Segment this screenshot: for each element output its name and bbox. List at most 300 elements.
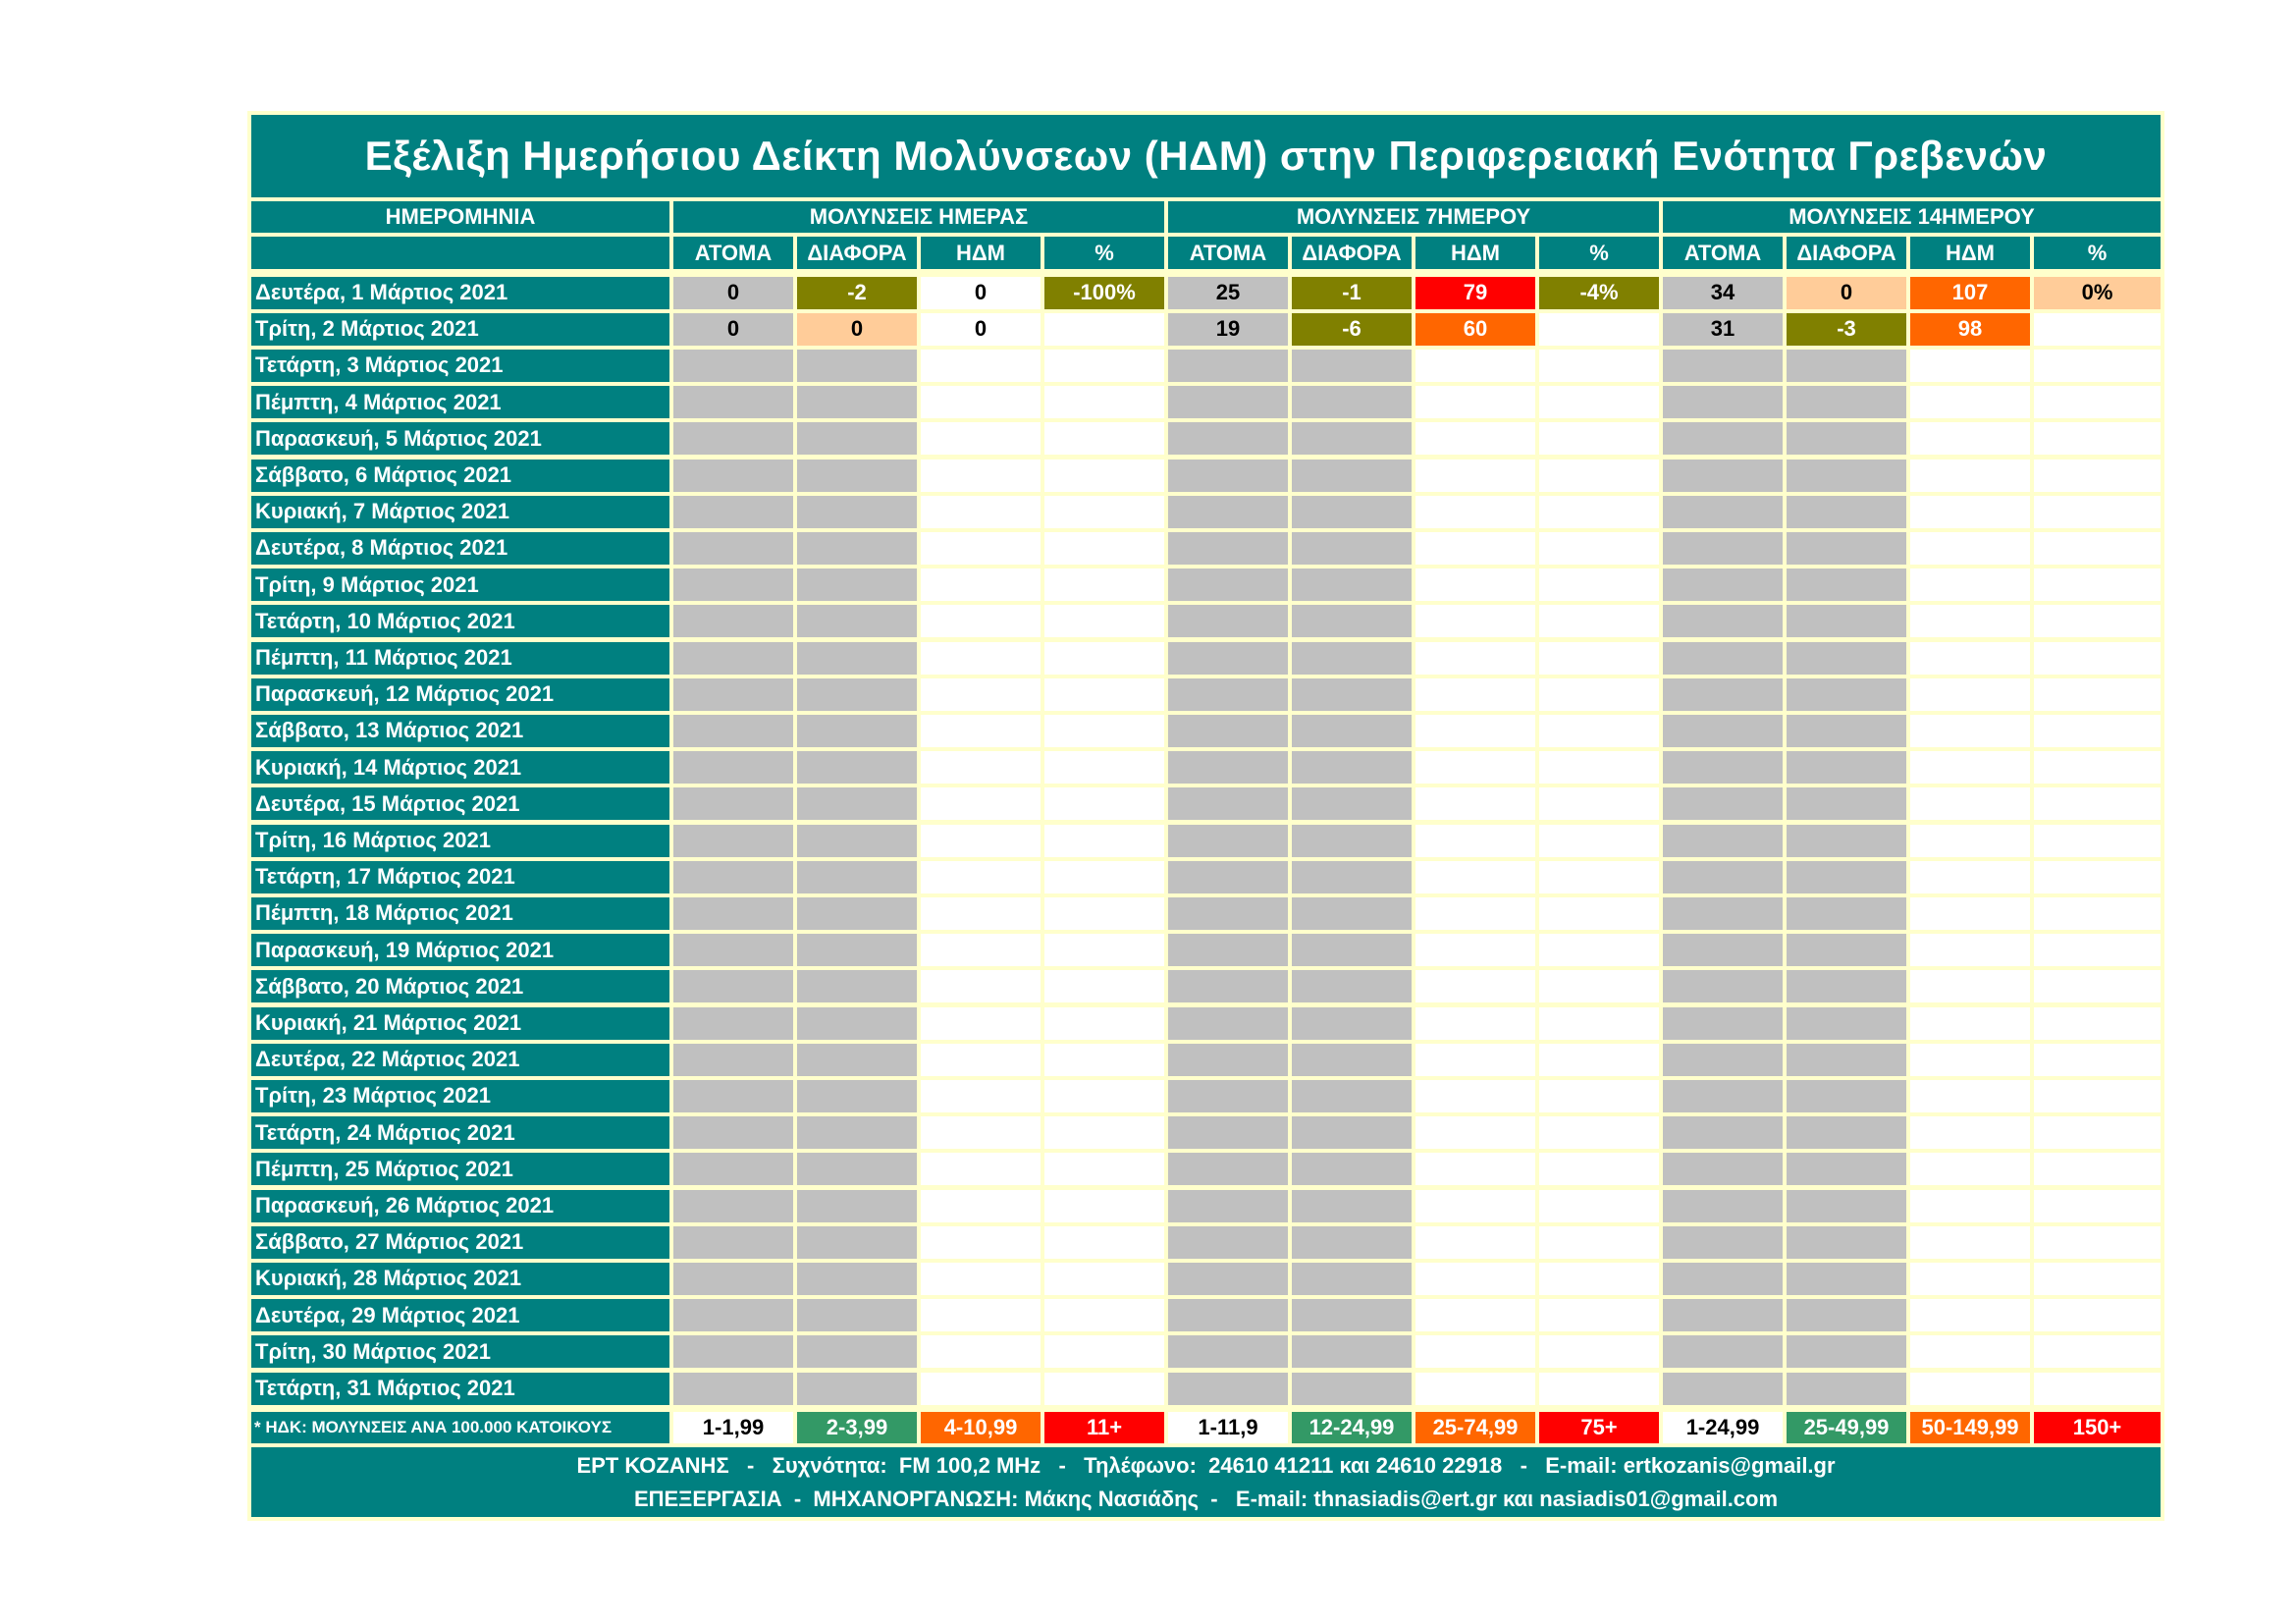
date-cell: Δευτέρα, 22 Μάρτιος 2021 xyxy=(251,1044,669,1076)
date-cell: Πέμπτη, 11 Μάρτιος 2021 xyxy=(251,642,669,675)
subcol-header: ΔΙΑΦΟΡΑ xyxy=(797,237,917,269)
date-cell: Τετάρτη, 31 Μάρτιος 2021 xyxy=(251,1373,669,1405)
data-cell xyxy=(2034,350,2161,382)
data-cell xyxy=(1415,751,1535,784)
date-cell: Πέμπτη, 18 Μάρτιος 2021 xyxy=(251,897,669,930)
data-cell xyxy=(1663,751,1783,784)
data-cell xyxy=(2034,1335,2161,1368)
data-cell xyxy=(1415,642,1535,675)
data-cell xyxy=(1787,1226,1906,1259)
legend-item: 25-74,99 xyxy=(1415,1412,1535,1443)
data-cell xyxy=(797,861,917,893)
data-cell xyxy=(2034,715,2161,747)
subcol-header: ΔΙΑΦΟΡΑ xyxy=(1292,237,1412,269)
data-cell xyxy=(2034,496,2161,528)
data-cell xyxy=(921,1007,1041,1040)
data-cell xyxy=(797,605,917,637)
data-cell xyxy=(921,1263,1041,1295)
date-cell: Κυριακή, 7 Μάρτιος 2021 xyxy=(251,496,669,528)
data-cell xyxy=(1787,970,1906,1002)
data-cell xyxy=(1910,897,2030,930)
date-cell: Τρίτη, 9 Μάρτιος 2021 xyxy=(251,568,669,601)
data-cell xyxy=(1787,350,1906,382)
data-cell xyxy=(1292,861,1412,893)
data-cell xyxy=(1168,532,1288,565)
data-cell xyxy=(1787,1373,1906,1405)
data-cell: 98 xyxy=(1910,313,2030,346)
data-cell xyxy=(1292,825,1412,857)
data-cell xyxy=(1044,532,1164,565)
data-cell xyxy=(1539,1007,1659,1040)
data-cell: -100% xyxy=(1044,277,1164,309)
footer-contact-line: ΕΡΤ ΚΟΖΑΝΗΣ - Συχνότητα: FM 100,2 MHz - Τηλέφωνο: 24610 41211 και 24610 22918 - E-mail: ertkozanis@gmail.gr xyxy=(576,1452,1836,1478)
data-cell xyxy=(1292,1373,1412,1405)
data-cell xyxy=(673,496,793,528)
data-cell xyxy=(1539,1373,1659,1405)
data-cell xyxy=(673,1335,793,1368)
data-cell xyxy=(797,1226,917,1259)
data-cell xyxy=(2034,897,2161,930)
date-cell: Κυριακή, 28 Μάρτιος 2021 xyxy=(251,1263,669,1295)
page-title: Εξέλιξη Ημερήσιου Δείκτη Μολύνσεων (ΗΔΜ) στην Περιφερειακή Ενότητα Γρεβενών xyxy=(251,115,2161,197)
subcol-header: ΗΔΜ xyxy=(921,237,1041,269)
data-cell: 107 xyxy=(1910,277,2030,309)
data-cell: 0 xyxy=(673,313,793,346)
data-cell xyxy=(1910,1373,2030,1405)
data-cell xyxy=(797,715,917,747)
data-cell xyxy=(1292,897,1412,930)
data-cell xyxy=(797,496,917,528)
data-cell xyxy=(1787,568,1906,601)
data-cell xyxy=(2034,460,2161,492)
data-cell xyxy=(1910,532,2030,565)
data-cell xyxy=(1787,532,1906,565)
data-cell xyxy=(1044,350,1164,382)
data-cell xyxy=(1539,496,1659,528)
data-cell xyxy=(1044,422,1164,455)
data-cell xyxy=(1663,934,1783,966)
date-cell: Παρασκευή, 5 Μάρτιος 2021 xyxy=(251,422,669,455)
data-cell xyxy=(797,386,917,418)
data-cell xyxy=(673,897,793,930)
data-cell xyxy=(1292,642,1412,675)
group-header: ΜΟΛΥΝΣΕΙΣ 14ΗΜΕΡΟΥ xyxy=(1663,201,2161,233)
data-cell xyxy=(1663,970,1783,1002)
data-cell xyxy=(921,751,1041,784)
data-cell xyxy=(1539,568,1659,601)
data-cell: 25 xyxy=(1168,277,1288,309)
data-cell xyxy=(1415,1373,1535,1405)
data-cell xyxy=(673,386,793,418)
data-cell xyxy=(1044,751,1164,784)
data-cell xyxy=(2034,1153,2161,1185)
data-cell xyxy=(1168,897,1288,930)
data-cell xyxy=(1168,1226,1288,1259)
data-cell xyxy=(1415,1190,1535,1222)
data-cell xyxy=(1663,1299,1783,1331)
data-cell xyxy=(1044,605,1164,637)
data-cell xyxy=(1044,861,1164,893)
data-cell xyxy=(1910,825,2030,857)
data-cell xyxy=(1787,1007,1906,1040)
data-cell xyxy=(673,460,793,492)
data-cell xyxy=(1787,1335,1906,1368)
data-cell xyxy=(1292,532,1412,565)
data-cell xyxy=(1787,678,1906,711)
data-cell xyxy=(1168,751,1288,784)
data-cell xyxy=(797,1116,917,1149)
data-cell xyxy=(1415,1153,1535,1185)
data-cell xyxy=(1168,568,1288,601)
data-cell xyxy=(1415,787,1535,820)
data-cell xyxy=(2034,825,2161,857)
data-cell: -1 xyxy=(1292,277,1412,309)
data-cell xyxy=(921,350,1041,382)
date-cell: Πέμπτη, 25 Μάρτιος 2021 xyxy=(251,1153,669,1185)
data-cell xyxy=(2034,532,2161,565)
data-cell xyxy=(1415,496,1535,528)
data-cell xyxy=(1787,1044,1906,1076)
data-cell xyxy=(1292,1299,1412,1331)
date-cell: Σάββατο, 6 Μάρτιος 2021 xyxy=(251,460,669,492)
data-cell xyxy=(2034,386,2161,418)
data-cell xyxy=(1539,715,1659,747)
data-cell xyxy=(673,825,793,857)
data-cell xyxy=(1292,1080,1412,1112)
data-cell xyxy=(921,1153,1041,1185)
data-cell xyxy=(1292,1007,1412,1040)
date-cell: Τρίτη, 23 Μάρτιος 2021 xyxy=(251,1080,669,1112)
data-cell xyxy=(1292,751,1412,784)
data-cell xyxy=(1168,1153,1288,1185)
data-cell xyxy=(673,1044,793,1076)
data-cell xyxy=(1539,605,1659,637)
data-cell xyxy=(1415,715,1535,747)
data-cell xyxy=(1663,825,1783,857)
subcol-header: % xyxy=(2034,237,2161,269)
data-cell: 0 xyxy=(673,277,793,309)
legend-item: 1-11,9 xyxy=(1168,1412,1288,1443)
data-cell xyxy=(1663,642,1783,675)
data-cell xyxy=(1044,1044,1164,1076)
data-cell xyxy=(2034,1299,2161,1331)
data-cell xyxy=(921,422,1041,455)
data-cell xyxy=(1415,861,1535,893)
data-cell xyxy=(1663,1007,1783,1040)
data-cell xyxy=(797,934,917,966)
data-cell xyxy=(921,678,1041,711)
data-cell xyxy=(1168,715,1288,747)
date-cell: Παρασκευή, 12 Μάρτιος 2021 xyxy=(251,678,669,711)
data-cell xyxy=(1539,825,1659,857)
data-cell xyxy=(1787,1263,1906,1295)
data-cell xyxy=(1910,1226,2030,1259)
data-cell xyxy=(673,350,793,382)
data-cell xyxy=(673,751,793,784)
data-cell: -4% xyxy=(1539,277,1659,309)
data-cell xyxy=(1539,787,1659,820)
data-cell xyxy=(1044,787,1164,820)
date-cell: Σάββατο, 13 Μάρτιος 2021 xyxy=(251,715,669,747)
data-cell xyxy=(1539,1335,1659,1368)
date-cell: Δευτέρα, 8 Μάρτιος 2021 xyxy=(251,532,669,565)
data-cell xyxy=(1787,787,1906,820)
data-cell xyxy=(1292,605,1412,637)
data-cell xyxy=(921,1116,1041,1149)
subcol-header: ΗΔΜ xyxy=(1415,237,1535,269)
data-cell xyxy=(1539,751,1659,784)
data-cell xyxy=(1910,1190,2030,1222)
data-cell xyxy=(1292,1226,1412,1259)
data-cell xyxy=(921,1080,1041,1112)
data-cell xyxy=(1539,642,1659,675)
legend-item: 150+ xyxy=(2034,1412,2161,1443)
data-cell xyxy=(1168,1007,1288,1040)
data-cell xyxy=(797,460,917,492)
data-cell xyxy=(1292,715,1412,747)
data-cell xyxy=(1539,861,1659,893)
data-cell xyxy=(1663,1044,1783,1076)
data-cell xyxy=(673,642,793,675)
data-cell xyxy=(1168,1080,1288,1112)
data-cell xyxy=(673,1153,793,1185)
data-cell xyxy=(673,1007,793,1040)
data-cell xyxy=(921,532,1041,565)
date-cell: Παρασκευή, 26 Μάρτιος 2021 xyxy=(251,1190,669,1222)
data-cell xyxy=(2034,678,2161,711)
data-cell xyxy=(1539,1044,1659,1076)
data-cell xyxy=(797,642,917,675)
data-cell xyxy=(797,1044,917,1076)
footer-credits-line: ΕΠΕΞΕΡΓΑΣΙΑ - ΜΗΧΑΝΟΡΓΑΝΩΣΗ: Μάκης Νασιάδης - E-mail: thnasiadis@ert.gr και nasiadis01@gmail.com xyxy=(633,1486,1779,1511)
data-cell xyxy=(921,1044,1041,1076)
data-cell xyxy=(2034,605,2161,637)
data-cell xyxy=(1044,934,1164,966)
legend-item: 1-24,99 xyxy=(1663,1412,1783,1443)
data-cell xyxy=(1787,1299,1906,1331)
data-cell xyxy=(1415,970,1535,1002)
data-cell xyxy=(1415,1007,1535,1040)
data-cell xyxy=(1663,605,1783,637)
data-cell xyxy=(921,715,1041,747)
data-cell xyxy=(1292,1153,1412,1185)
data-cell xyxy=(1910,1044,2030,1076)
data-cell xyxy=(1663,715,1783,747)
data-cell xyxy=(673,970,793,1002)
data-cell xyxy=(1044,1263,1164,1295)
data-cell xyxy=(921,861,1041,893)
subcol-header: % xyxy=(1044,237,1164,269)
data-cell xyxy=(1168,970,1288,1002)
data-cell xyxy=(2034,934,2161,966)
data-cell xyxy=(1292,386,1412,418)
data-cell xyxy=(921,1335,1041,1368)
data-cell xyxy=(1539,386,1659,418)
data-cell xyxy=(1415,1263,1535,1295)
data-cell xyxy=(1168,605,1288,637)
data-cell: 34 xyxy=(1663,277,1783,309)
data-cell xyxy=(1168,1335,1288,1368)
data-cell xyxy=(1787,825,1906,857)
data-cell xyxy=(1415,532,1535,565)
data-cell xyxy=(1539,970,1659,1002)
legend-item: 1-1,99 xyxy=(673,1412,793,1443)
data-cell xyxy=(1044,970,1164,1002)
data-cell xyxy=(1663,787,1783,820)
data-cell xyxy=(1910,1335,2030,1368)
date-cell: Κυριακή, 21 Μάρτιος 2021 xyxy=(251,1007,669,1040)
data-cell xyxy=(673,1373,793,1405)
data-cell xyxy=(1044,678,1164,711)
data-cell xyxy=(673,1190,793,1222)
data-cell xyxy=(1910,970,2030,1002)
data-cell xyxy=(1044,313,1164,346)
data-cell xyxy=(1663,568,1783,601)
data-cell xyxy=(1415,825,1535,857)
data-cell: 79 xyxy=(1415,277,1535,309)
data-cell xyxy=(673,605,793,637)
data-cell xyxy=(1663,350,1783,382)
data-cell xyxy=(2034,861,2161,893)
data-cell xyxy=(1415,568,1535,601)
data-cell xyxy=(1910,787,2030,820)
data-cell xyxy=(673,1116,793,1149)
data-cell xyxy=(1292,350,1412,382)
data-cell xyxy=(1910,386,2030,418)
data-cell xyxy=(1415,1044,1535,1076)
data-cell xyxy=(1415,460,1535,492)
data-cell xyxy=(1787,715,1906,747)
data-cell xyxy=(797,970,917,1002)
data-cell xyxy=(1539,934,1659,966)
data-cell xyxy=(673,678,793,711)
data-cell xyxy=(2034,1007,2161,1040)
data-cell xyxy=(1415,1335,1535,1368)
data-cell xyxy=(1415,350,1535,382)
data-cell xyxy=(1168,678,1288,711)
data-cell xyxy=(1168,1190,1288,1222)
data-cell xyxy=(1663,1190,1783,1222)
data-cell xyxy=(1663,1263,1783,1295)
data-cell xyxy=(1787,897,1906,930)
data-cell xyxy=(1415,422,1535,455)
data-cell: 0 xyxy=(1787,277,1906,309)
data-cell xyxy=(1168,861,1288,893)
data-cell xyxy=(1910,1007,2030,1040)
data-cell xyxy=(1168,422,1288,455)
data-cell xyxy=(1168,1373,1288,1405)
data-cell xyxy=(673,787,793,820)
data-cell xyxy=(797,350,917,382)
data-cell xyxy=(1044,897,1164,930)
data-cell xyxy=(673,1226,793,1259)
data-cell xyxy=(797,1263,917,1295)
data-cell xyxy=(797,568,917,601)
data-cell: 0 xyxy=(921,313,1041,346)
data-cell xyxy=(1168,350,1288,382)
data-cell xyxy=(1044,496,1164,528)
data-cell xyxy=(1663,386,1783,418)
data-cell xyxy=(921,1190,1041,1222)
data-cell xyxy=(797,1007,917,1040)
data-cell xyxy=(1168,386,1288,418)
data-cell: 19 xyxy=(1168,313,1288,346)
data-cell xyxy=(1910,460,2030,492)
data-cell xyxy=(1292,934,1412,966)
data-cell xyxy=(1044,460,1164,492)
data-cell xyxy=(1663,1116,1783,1149)
data-cell xyxy=(1787,1190,1906,1222)
data-cell xyxy=(1044,568,1164,601)
data-cell xyxy=(1910,350,2030,382)
data-cell xyxy=(1539,1226,1659,1259)
data-cell xyxy=(921,934,1041,966)
data-cell xyxy=(2034,1226,2161,1259)
data-cell xyxy=(1663,1335,1783,1368)
data-cell xyxy=(1910,496,2030,528)
group-header: ΜΟΛΥΝΣΕΙΣ 7ΗΜΕΡΟΥ xyxy=(1168,201,1659,233)
data-cell xyxy=(673,1080,793,1112)
data-cell xyxy=(1044,1153,1164,1185)
date-column-header-blank xyxy=(251,237,669,269)
data-cell xyxy=(1910,605,2030,637)
data-cell xyxy=(921,605,1041,637)
data-cell xyxy=(1539,422,1659,455)
data-cell xyxy=(921,568,1041,601)
data-cell xyxy=(797,787,917,820)
data-cell xyxy=(1910,422,2030,455)
data-cell xyxy=(797,1190,917,1222)
data-cell xyxy=(1539,1153,1659,1185)
legend-item: 50-149,99 xyxy=(1910,1412,2030,1443)
date-cell: Πέμπτη, 4 Μάρτιος 2021 xyxy=(251,386,669,418)
data-cell xyxy=(1292,1190,1412,1222)
data-cell xyxy=(921,825,1041,857)
data-cell xyxy=(2034,313,2161,346)
data-cell: -2 xyxy=(797,277,917,309)
data-cell xyxy=(1415,386,1535,418)
data-cell xyxy=(1044,1080,1164,1112)
data-cell xyxy=(1663,422,1783,455)
data-cell xyxy=(1910,715,2030,747)
subcol-header: ΑΤΟΜΑ xyxy=(673,237,793,269)
subcol-header: ΑΤΟΜΑ xyxy=(1168,237,1288,269)
data-cell xyxy=(1910,934,2030,966)
data-cell xyxy=(2034,751,2161,784)
data-cell xyxy=(1539,897,1659,930)
data-cell xyxy=(2034,1044,2161,1076)
data-cell xyxy=(1787,422,1906,455)
legend-item: 4-10,99 xyxy=(921,1412,1041,1443)
data-cell xyxy=(1292,787,1412,820)
data-cell xyxy=(1539,1263,1659,1295)
data-cell xyxy=(921,1299,1041,1331)
data-cell xyxy=(2034,422,2161,455)
data-cell xyxy=(797,1080,917,1112)
data-cell xyxy=(1168,1116,1288,1149)
legend-item: 12-24,99 xyxy=(1292,1412,1412,1443)
data-cell xyxy=(1910,751,2030,784)
data-cell xyxy=(921,460,1041,492)
data-cell xyxy=(1787,1080,1906,1112)
data-cell xyxy=(1539,313,1659,346)
data-cell xyxy=(921,970,1041,1002)
footer xyxy=(251,1447,2161,1517)
data-cell xyxy=(1910,1080,2030,1112)
data-cell xyxy=(1663,1373,1783,1405)
date-cell: Τρίτη, 16 Μάρτιος 2021 xyxy=(251,825,669,857)
data-cell xyxy=(1292,1335,1412,1368)
